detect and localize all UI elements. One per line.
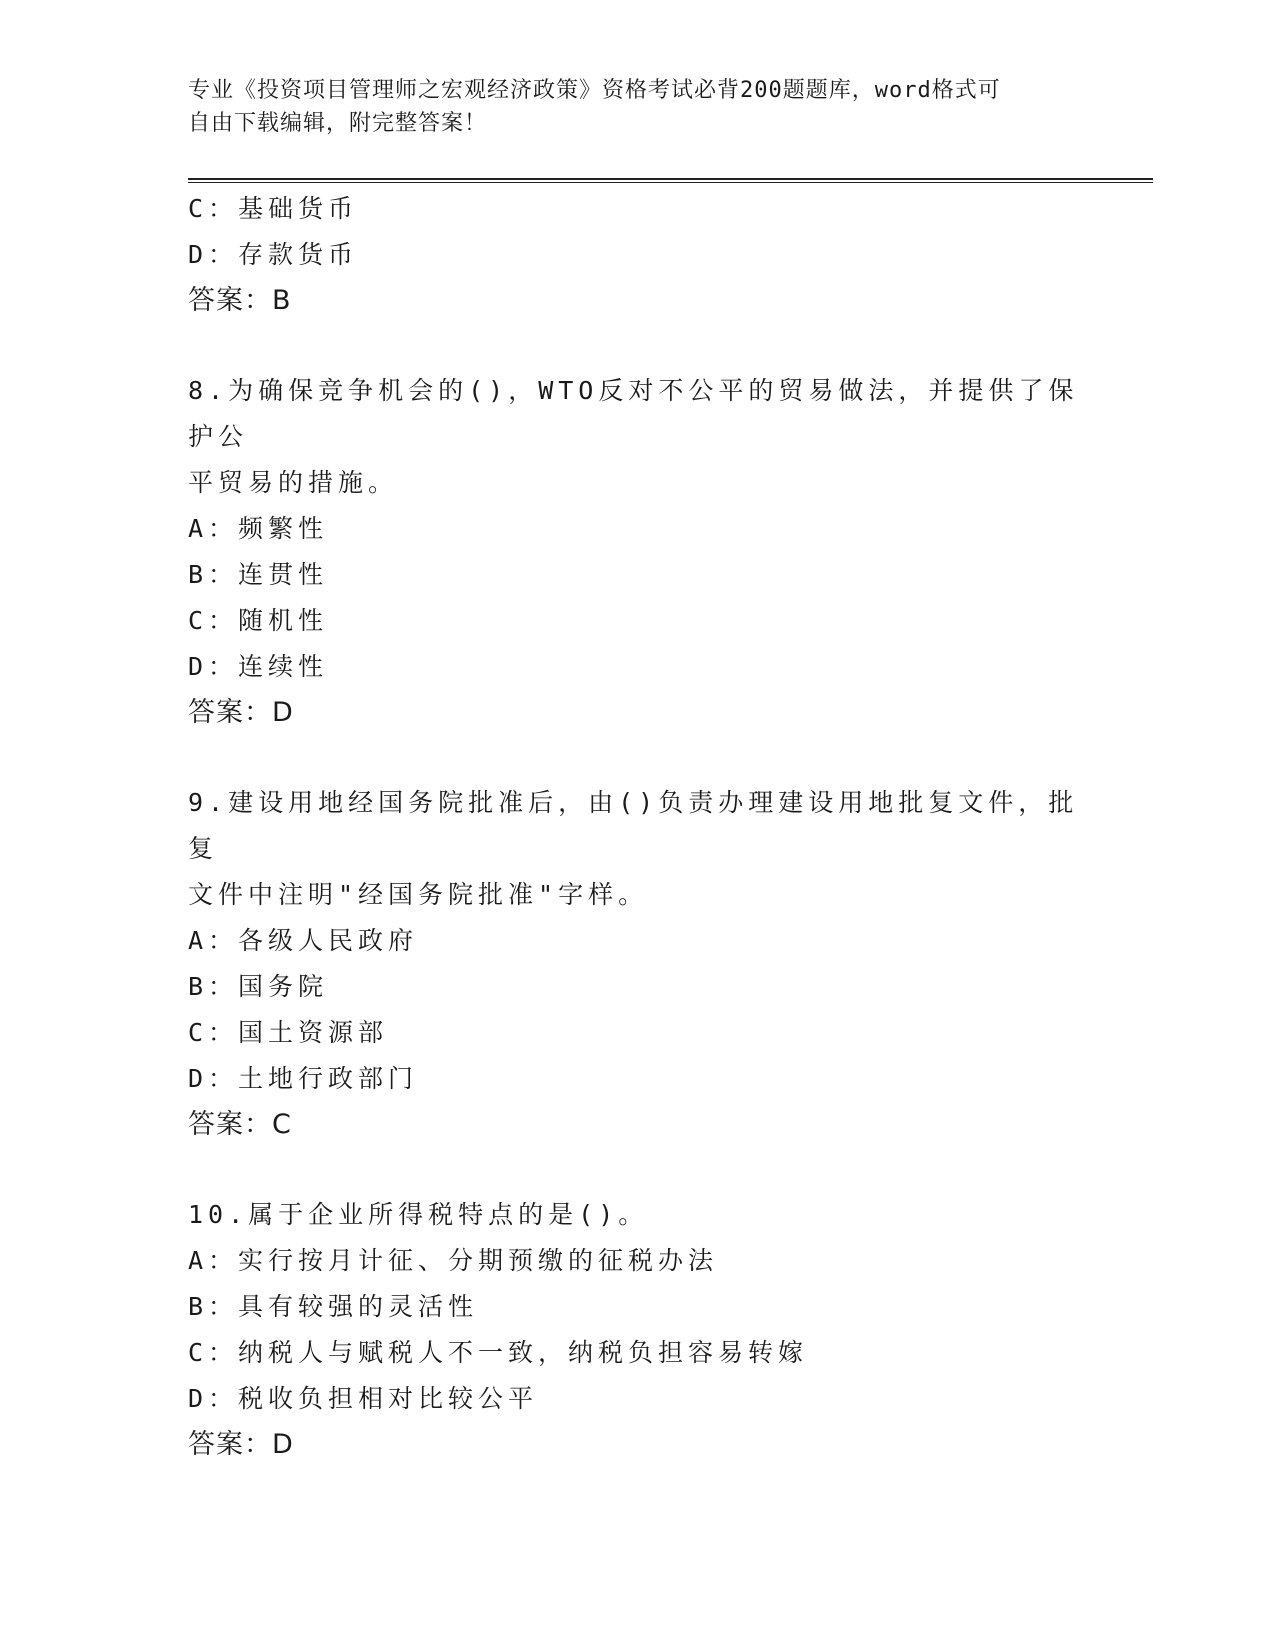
question-stem: 10.属于企业所得税特点的是()。 — [188, 1200, 649, 1229]
header-divider — [188, 178, 1153, 183]
option-b: B：连贯性 — [188, 560, 329, 589]
option-a: A：各级人民政府 — [188, 926, 419, 955]
answer-line: 答案：D — [188, 1429, 294, 1460]
question-stem: 9.建设用地经国务院批准后，由()负责办理建设用地批复文件，批复 文件中注明"经国务院批准"字样。 — [188, 788, 1079, 909]
question-8 — [188, 368, 1088, 736]
option-d: D：土地行政部门 — [188, 1064, 419, 1093]
option-b: B：具有较强的灵活性 — [188, 1292, 479, 1321]
document-header — [188, 74, 1088, 140]
option-b: B：国务院 — [188, 972, 329, 1001]
answer-line: 答案：C — [188, 1109, 292, 1140]
question-10 — [188, 1192, 1088, 1468]
option-c: C：纳税人与赋税人不一致，纳税负担容易转嫁 — [188, 1338, 809, 1367]
answer-line: 答案：B — [188, 285, 292, 316]
question-9 — [188, 780, 1088, 1148]
option-c: C：国土资源部 — [188, 1018, 389, 1047]
document-body — [188, 186, 1088, 1512]
option-c: C：随机性 — [188, 606, 329, 635]
option-a: A：频繁性 — [188, 514, 329, 543]
option-d: D：存款货币 — [188, 240, 359, 269]
question-7-tail — [188, 186, 1088, 324]
option-d: D：税收负担相对比较公平 — [188, 1384, 539, 1413]
header-line-2: 自由下载编辑，附完整答案！ — [188, 111, 488, 136]
option-d: D：连续性 — [188, 652, 329, 681]
answer-line: 答案：D — [188, 697, 294, 728]
header-line-1: 专业《投资项目管理师之宏观经济政策》资格考试必背200题题库，word格式可 — [188, 78, 1001, 103]
option-a: A：实行按月计征、分期预缴的征税办法 — [188, 1246, 719, 1275]
option-c: C：基础货币 — [188, 194, 359, 223]
question-stem: 8.为确保竞争机会的()，WTO反对不公平的贸易做法，并提供了保护公 平贸易的措施。 — [188, 376, 1079, 497]
